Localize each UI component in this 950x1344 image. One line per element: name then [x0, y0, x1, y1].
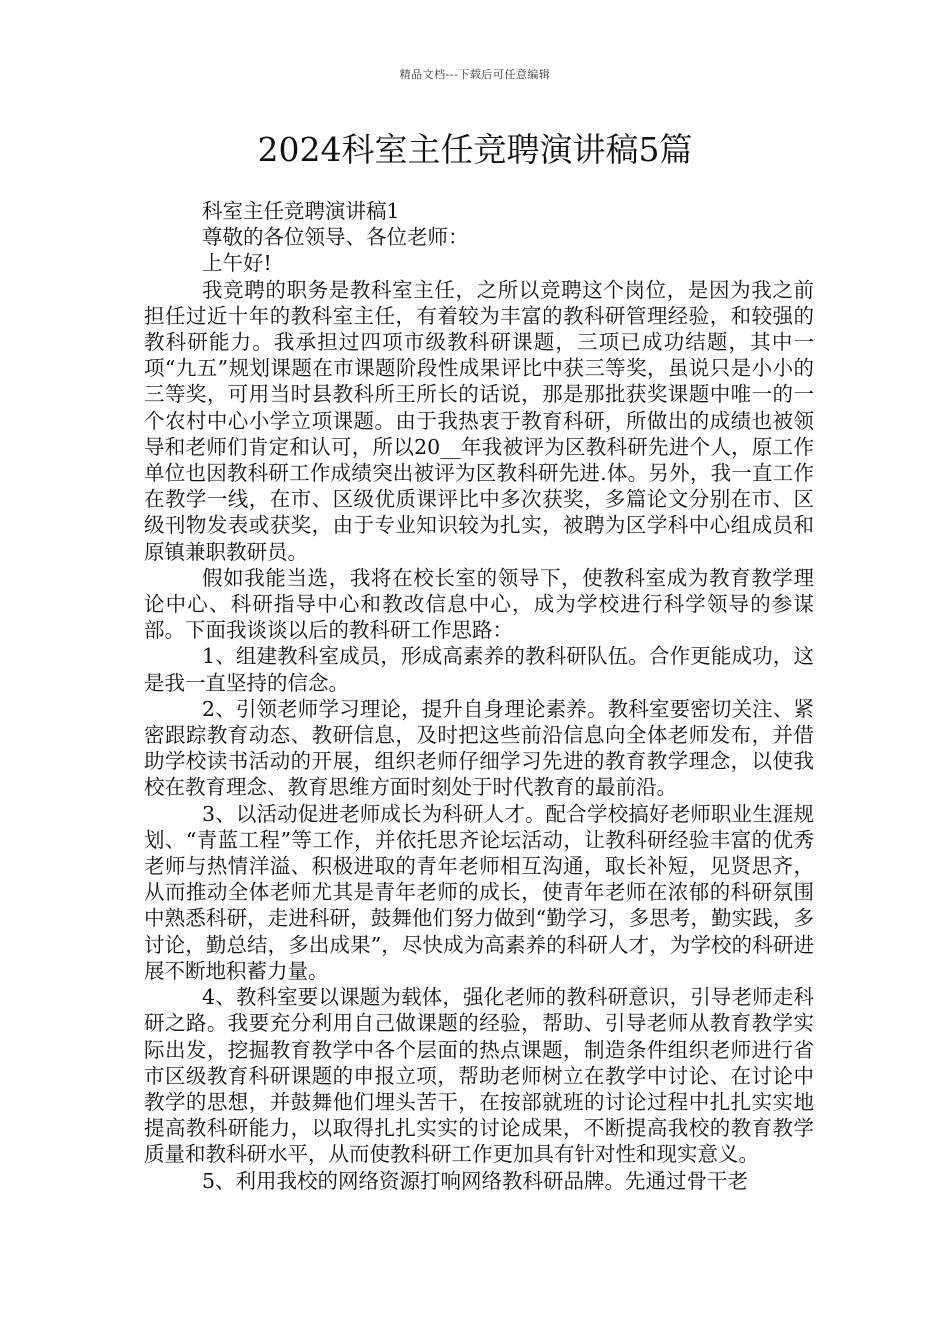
list-item: 1、组建教科室成员，形成高素养的教科研队伍。合作更能成功，这是我一直坚持的信念。 [144, 644, 814, 695]
salutation: 尊敬的各位领导、各位老师： [202, 225, 469, 250]
paragraph: 假如我能当选，我将在校长室的领导下，使教科室成为教育教学理论中心、科研指导中心和教改信息中心，成为学校进行科学领导的参谋部。下面我谈谈以后的教科研工作思路： [144, 565, 814, 643]
document-body [144, 198, 814, 1194]
paragraph: 我竞聘的职务是教科室主任，之所以竞聘这个岗位，是因为我之前担任过近十年的教科室主任，有着较为丰富的教科研管理经验，和较强的教科研能力。我承担过四项市级教科研课题，三项已成功结题，其中一项“九五”规划课题在市课题阶段性成果评比中获三等奖，虽说只是小小的三等奖，可用当时县教科所王所长的话说，那是那批获奖课题中唯一的一个农村中心小学立项课题。由于我热衷于教育科研，所做出的成绩也被领导和老师们肯定和认可，所以20__年我被评为区教科研先进个人，原工作单位也因教科研工作成绩突出被评为区教科研先进.体。另外，我一直工作在教学一线，在市、区级优质课评比中多次获奖，多篇论文分别在市、区级刊物发表或获奖，由于专业知识较为扎实，被聘为区学科中心组成员和原镇兼职教研员。 [144, 277, 814, 564]
section-heading: 科室主任竞聘演讲稿1 [202, 199, 400, 223]
header-note: 精品文档---下载后可任意编辑 [399, 68, 551, 81]
list-item: 3、以活动促进老师成长为科研人才。配合学校搞好老师职业生涯规划、“青蓝工程”等工作，并依托思齐论坛活动，让教科研经验丰富的优秀老师与热情洋溢、积极进取的青年老师相互沟通，取长补短，见贤思齐，从而推动全体老师尤其是青年老师的成长，使青年老师在浓郁的科研氛围中熟悉科研，走进科研，鼓舞他们努力做到“勤学习，多思考，勤实践，多讨论，勤总结，多出成果”，尽快成为高素养的科研人才，为学校的科研进展不断地积蓄力量。 [144, 801, 814, 983]
greeting: 上午好! [202, 251, 272, 276]
list-item: 4、教科室要以课题为载体，强化老师的教科研意识，引导老师走科研之路。我要充分利用自己做课题的经验，帮助、引导老师从教育教学实际出发，挖掘教育教学中各个层面的热点课题，制造条件组织老师进行省市区级教育科研课题的申报立项，帮助老师树立在教学中讨论、在讨论中教学的思想，并鼓舞他们埋头苦干，在按部就班的讨论过程中扎扎实实地提高教科研能力，以取得扎扎实实的讨论成果，不断提高我校的教育教学质量和教科研水平，从而使教科研工作更加具有针对性和现实意义。 [144, 985, 814, 1167]
list-item: 2、引领老师学习理论，提升自身理论素养。教科室要密切关注、紧密跟踪教育动态、教研信息，及时把这些前沿信息向全体老师发布，并借助学校读书活动的开展，组织老师仔细学习先进的教育教学理念，以使我校在教育理念、教育思维方面时刻处于时代教育的最前沿。 [144, 696, 814, 800]
document-title: 2024科室主任竞聘演讲稿5篇 [257, 130, 693, 169]
list-item: 5、利用我校的网络资源打响网络教科研品牌。先通过骨干老 [202, 1168, 749, 1193]
